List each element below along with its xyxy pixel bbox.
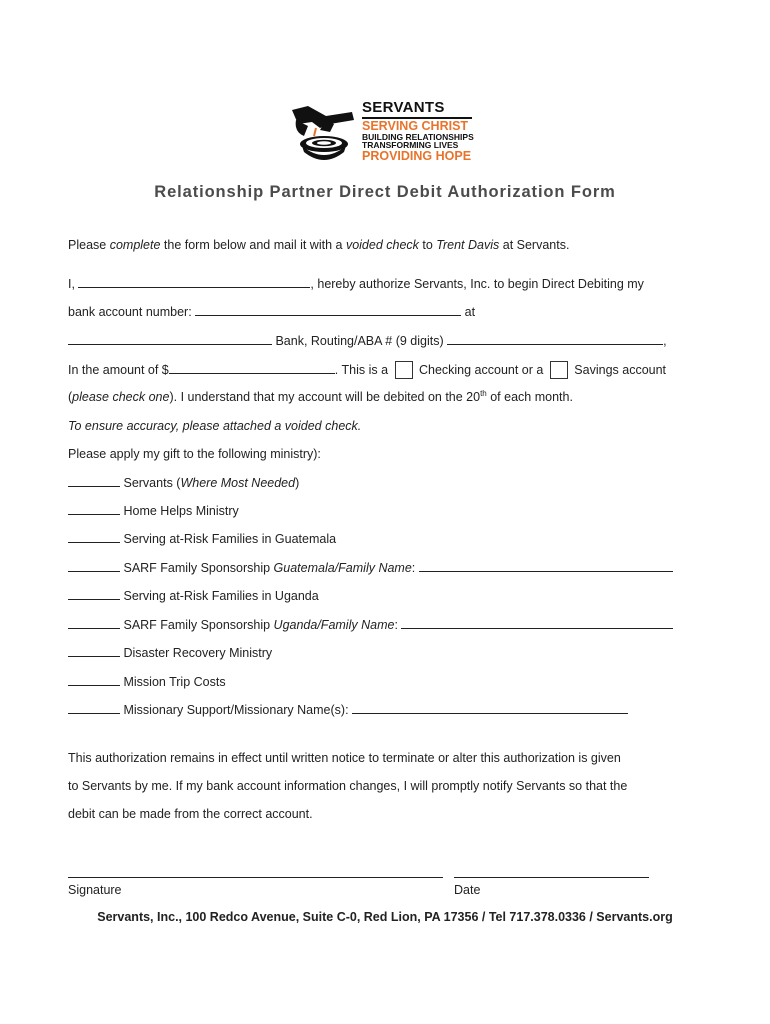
name-field[interactable] (78, 276, 310, 288)
voided-check-note: To ensure accuracy, please attached a voided check. (68, 419, 362, 433)
uganda-family-name-field[interactable] (401, 617, 673, 629)
ministry-item: Serving at-Risk Families in Uganda (68, 588, 319, 604)
guatemala-family-name-field[interactable] (419, 560, 673, 572)
logo-tagline-2: BUILDING RELATIONSHIPS (362, 131, 474, 142)
date-label: Date (454, 883, 481, 897)
servants-logo (290, 100, 490, 164)
bank-routing-line: Bank, Routing/ABA # (9 digits) , (68, 333, 667, 349)
ministry-amount-field[interactable] (68, 475, 120, 487)
hands-bowl-icon (290, 102, 360, 166)
ministry-item: SARF Family Sponsorship Uganda/Family Name: (68, 617, 673, 633)
ministry-item: Missionary Support/Missionary Name(s): (68, 702, 628, 718)
logo-tagline-1: SERVING CHRIST (362, 119, 469, 133)
terms-line-1: This authorization remains in effect until written notice to terminate or alter this authorization is given (68, 751, 621, 765)
ministry-amount-field[interactable] (68, 531, 120, 543)
ministry-amount-field[interactable] (68, 560, 120, 572)
amount-field[interactable] (169, 362, 335, 374)
debit-date-line: (please check one). I understand that my account will be debited on the 20th of each month. (68, 388, 573, 404)
ministry-amount-field[interactable] (68, 674, 120, 686)
authorizer-line: I, , hereby authorize Servants, Inc. to begin Direct Debiting my (68, 277, 644, 291)
signature-label: Signature (68, 883, 122, 897)
form-title: Relationship Partner Direct Debit Authorization Form (154, 183, 616, 201)
ministry-amount-field[interactable] (68, 645, 120, 657)
logo-wordmark (362, 100, 474, 162)
date-field[interactable] (454, 877, 649, 878)
account-number-line: bank account number: at (68, 305, 476, 319)
logo-tagline-4: PROVIDING HOPE (362, 148, 472, 163)
routing-number-field[interactable] (447, 333, 663, 345)
bank-name-field[interactable] (68, 333, 272, 345)
savings-checkbox[interactable] (550, 361, 568, 379)
amount-line: In the amount of $ . This is a Checking account or a Savings account (68, 363, 667, 377)
ministry-item: Servants (Where Most Needed) (68, 475, 299, 491)
ministry-item: Mission Trip Costs (68, 674, 226, 690)
ministry-item: Disaster Recovery Ministry (68, 645, 272, 661)
ministry-amount-field[interactable] (68, 503, 120, 515)
logo-name: SERVANTS (362, 99, 445, 116)
ministry-item: Home Helps Ministry (68, 503, 239, 519)
ministry-heading: Please apply my gift to the following ministry): (68, 447, 321, 461)
terms-line-2: to Servants by me. If my bank account information changes, I will promptly notify Servants so that the (68, 779, 628, 793)
ministry-amount-field[interactable] (68, 617, 120, 629)
intro-text: Please complete the form below and mail it with a voided check to Trent Davis at Servants. (68, 238, 570, 252)
logo-tagline-3: TRANSFORMING LIVES (362, 140, 459, 150)
ministry-item: Serving at-Risk Families in Guatemala (68, 531, 336, 547)
missionary-name-field[interactable] (352, 702, 628, 714)
ministry-amount-field[interactable] (68, 702, 120, 714)
ministry-item: SARF Family Sponsorship Guatemala/Family Name: (68, 560, 673, 576)
signature-field[interactable] (68, 877, 443, 878)
ministry-amount-field[interactable] (68, 588, 120, 600)
terms-line-3: debit can be made from the correct account. (68, 807, 313, 821)
account-number-field[interactable] (195, 304, 461, 316)
checking-checkbox[interactable] (395, 361, 413, 379)
footer-contact: Servants, Inc., 100 Redco Avenue, Suite C-0, Red Lion, PA 17356 / Tel 717.378.0336 / Servants.org (97, 910, 673, 924)
